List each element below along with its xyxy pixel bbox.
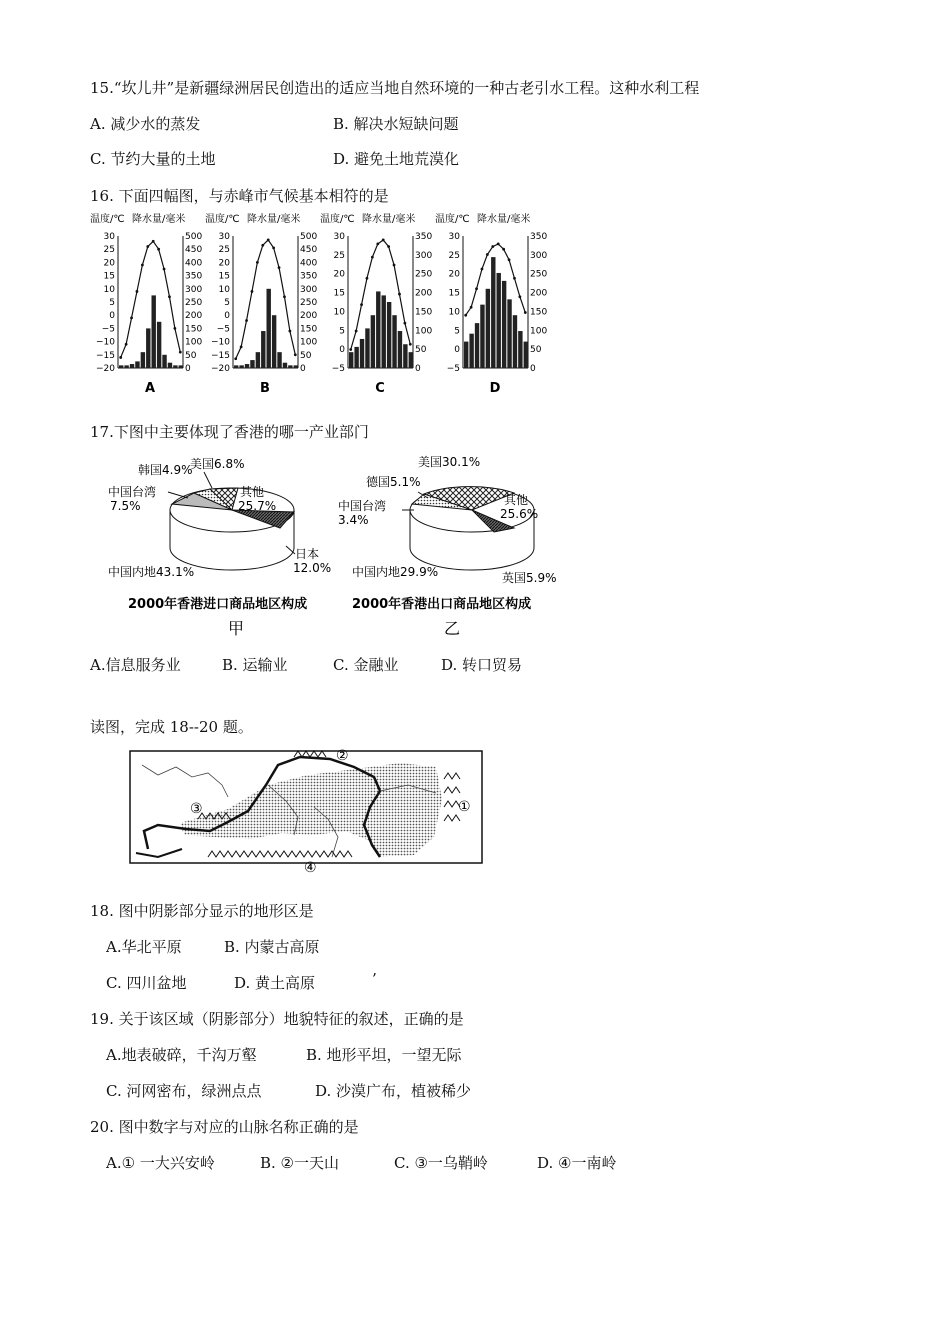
climate-chart-temp-point xyxy=(524,311,527,314)
map-intro: 读图，完成 18--20 题。 xyxy=(90,718,253,736)
climate-chart-precip-bar xyxy=(119,365,123,368)
climate-chart-label: A xyxy=(144,381,156,396)
pie-yi-tag: 乙 xyxy=(444,619,461,638)
climate-chart-precip-bar xyxy=(480,305,484,368)
climate-chart-precip-bar xyxy=(162,355,166,368)
q15-option-d: D. 避免土地荒漠化 xyxy=(333,150,460,168)
climate-chart-temp-tick: 20 xyxy=(103,258,115,269)
q19-option-c: C. 河网密布，绿洲点点 xyxy=(106,1082,262,1100)
climate-chart-precip-tick: 350 xyxy=(415,232,433,242)
pie-jia-label-other-2: 25.7% xyxy=(238,499,277,513)
q17-option-b: B. 运输业 xyxy=(222,656,288,674)
q19-option-b: B. 地形平坦，一望无际 xyxy=(306,1046,462,1064)
q19-option-a: A.地表破碎，千沟万壑 xyxy=(106,1046,257,1064)
q18-option-a: A.华北平原 xyxy=(106,938,182,956)
map-marker-1: ① xyxy=(458,799,471,815)
climate-chart-precip-bar xyxy=(157,322,161,368)
climate-chart-temp-point xyxy=(464,314,467,317)
climate-chart-temp-tick: 25 xyxy=(333,250,345,261)
q20-option-b: B. ②一天山 xyxy=(260,1154,340,1172)
pie-jia-label-japan-1: 日本 xyxy=(295,547,320,561)
climate-chart-label: D xyxy=(489,381,501,396)
climate-chart-label: B xyxy=(260,381,270,396)
q17-option-c: C. 金融业 xyxy=(333,656,399,674)
climate-chart-precip-bar xyxy=(277,352,281,368)
climate-chart-temp-point xyxy=(513,277,516,280)
climate-chart-temp-tick: −20 xyxy=(211,364,230,374)
q18-stray-mark: ’ xyxy=(372,970,377,988)
climate-chart-temp-point xyxy=(288,330,291,333)
climate-chart-precip-tick: 300 xyxy=(300,284,318,295)
climate-chart-precip-bar xyxy=(464,342,468,368)
climate-chart-precip-bar xyxy=(283,363,287,368)
climate-chart-precip-tick: 250 xyxy=(415,269,433,280)
map-marker-4: ④ xyxy=(304,860,317,875)
climate-chart-temp-tick: 20 xyxy=(218,258,230,269)
climate-chart-temp-tick: 0 xyxy=(109,311,115,322)
climate-chart-temp-point xyxy=(234,357,237,360)
climate-chart-precip-bar xyxy=(365,328,369,368)
climate-chart-precip-tick: 50 xyxy=(415,345,427,356)
climate-chart-temp-tick: 30 xyxy=(333,232,345,242)
climate-chart-precip-tick: 100 xyxy=(185,337,203,348)
climate-chart-label: C xyxy=(375,381,385,396)
climate-chart-precip-tick: 250 xyxy=(530,269,548,280)
climate-chart-precip-bar xyxy=(250,360,254,368)
climate-chart-temp-point xyxy=(251,290,254,293)
region-map xyxy=(118,745,490,875)
climate-chart-temp-point xyxy=(502,248,505,251)
pie-yi-label-other-2: 25.6% xyxy=(500,507,539,521)
climate-chart-temp-tick: −15 xyxy=(211,350,230,361)
climate-chart-temp-point xyxy=(173,327,176,330)
climate-chart-precip-bar xyxy=(403,344,407,368)
q17-option-d: D. 转口贸易 xyxy=(441,656,523,674)
climate-chart-precip-bar xyxy=(486,289,490,368)
climate-chart-precip-bar xyxy=(239,365,243,368)
pie-chart-jia xyxy=(168,472,295,570)
pie-jia-caption: 2000年香港进口商品地区构成 xyxy=(128,597,308,612)
q15-option-b: B. 解决水短缺问题 xyxy=(333,115,459,133)
climate-chart-temp-tick: −20 xyxy=(96,364,115,374)
climate-chart-precip-bar xyxy=(130,364,134,368)
climate-chart-temp-point xyxy=(475,287,478,290)
climate-chart-temp-tick: 0 xyxy=(339,345,345,356)
climate-chart-temp-point xyxy=(119,356,122,359)
climate-chart-precip-bar xyxy=(469,334,473,368)
climate-chart-precip-tick: 250 xyxy=(300,298,318,308)
climate-chart-temp-point xyxy=(152,240,155,243)
climate-chart-temp-point xyxy=(470,306,473,309)
climate-chart-precip-bar xyxy=(513,315,517,368)
climate-chart-precip-bar xyxy=(173,365,177,368)
climate-chart-precip-header: 降水量/毫米 xyxy=(362,214,416,225)
climate-chart-precip-header: 降水量/毫米 xyxy=(132,214,186,225)
climate-chart-precip-tick: 400 xyxy=(300,258,318,269)
pie-jia-label-mainland: 中国内地43.1% xyxy=(108,565,195,579)
climate-chart-precip-bar xyxy=(234,365,238,368)
climate-chart-precip-bar xyxy=(371,315,375,368)
climate-chart-temp-tick: 5 xyxy=(339,326,345,337)
pie-yi-label-taiwan-1: 中国台湾 xyxy=(338,499,387,513)
climate-chart-temp-point xyxy=(240,345,243,348)
climate-chart-temp-header: 温度/℃ xyxy=(435,214,470,225)
q19-option-d: D. 沙漠广布，植被稀少 xyxy=(315,1082,472,1100)
climate-chart-precip-bar xyxy=(256,352,260,368)
climate-chart-precip-bar xyxy=(135,361,139,368)
climate-chart-precip-bar xyxy=(288,365,292,368)
climate-chart-temp-tick: 15 xyxy=(103,271,115,282)
climate-chart-temp-tick: −5 xyxy=(101,324,115,335)
climate-chart-temp-point xyxy=(508,258,511,261)
climate-chart-temp-tick: −15 xyxy=(96,350,115,361)
climate-chart-precip-bar xyxy=(382,295,386,368)
climate-chart-temp-point xyxy=(267,239,270,242)
climate-chart-precip-tick: 350 xyxy=(185,271,203,282)
climate-chart-precip-bar xyxy=(272,315,276,368)
climate-chart-temp-header: 温度/℃ xyxy=(205,214,240,225)
climate-chart-precip-tick: 300 xyxy=(530,250,548,261)
pie-yi-label-taiwan-2: 3.4% xyxy=(338,513,369,527)
climate-chart-precip-tick: 0 xyxy=(300,364,306,374)
q20-stem: 20. 图中数字与对应的山脉名称正确的是 xyxy=(90,1118,359,1136)
pie-jia-label-taiwan-1: 中国台湾 xyxy=(108,485,157,499)
climate-chart-precip-tick: 150 xyxy=(185,324,203,335)
q18-option-c: C. 四川盆地 xyxy=(106,974,187,992)
climate-chart-precip-tick: 150 xyxy=(530,307,548,318)
pie-yi-label-mainland: 中国内地29.9% xyxy=(352,565,439,579)
q19-stem: 19. 关于该区域（阴影部分）地貌特征的叙述，正确的是 xyxy=(90,1010,464,1028)
climate-chart-precip-bar xyxy=(507,299,511,368)
climate-chart-precip-tick: 50 xyxy=(530,345,542,356)
q15-stem: 15.“坎儿井”是新疆绿洲居民创造出的适应当地自然环境的一种古老引水工程。这种水利工程 xyxy=(90,79,700,97)
climate-chart-temp-header: 温度/℃ xyxy=(320,214,355,225)
climate-chart-temp-point xyxy=(179,351,182,354)
pie-jia-tag: 甲 xyxy=(228,619,245,638)
climate-chart-precip-tick: 350 xyxy=(300,271,318,282)
climate-chart-temp-tick: 10 xyxy=(448,307,460,318)
pie-yi-label-other-1: 其他 xyxy=(504,493,529,507)
climate-chart-precip-tick: 0 xyxy=(415,364,421,374)
climate-chart-precip-tick: 100 xyxy=(300,337,318,348)
climate-chart-temp-tick: −5 xyxy=(446,364,460,374)
climate-chart-temp-header: 温度/℃ xyxy=(90,214,125,225)
q15-option-c: C. 节约大量的土地 xyxy=(90,150,216,168)
climate-chart-temp-point xyxy=(283,295,286,298)
q17-stem: 17.下图中主要体现了香港的哪一产业部门 xyxy=(90,423,369,441)
climate-chart-temp-point xyxy=(403,322,406,325)
climate-chart-temp-tick: 25 xyxy=(103,245,115,256)
climate-chart-temp-tick: −10 xyxy=(96,337,115,348)
climate-chart-temp-point xyxy=(272,246,275,249)
climate-chart-precip-tick: 200 xyxy=(415,288,433,299)
climate-chart-precip-bar xyxy=(360,339,364,368)
q20-option-c: C. ③一乌鞘岭 xyxy=(394,1154,488,1172)
pie-jia-label-korea: 韩国4.9% xyxy=(138,463,193,477)
climate-chart-temp-point xyxy=(355,330,358,333)
climate-chart-temp-tick: 5 xyxy=(224,298,230,308)
climate-chart-temp-tick: 10 xyxy=(103,284,115,295)
climate-chart-temp-tick: 30 xyxy=(103,232,115,242)
q15-option-a: A. 减少水的蒸发 xyxy=(90,115,201,133)
q18-option-b: B. 内蒙古高原 xyxy=(224,938,320,956)
climate-chart-precip-tick: 0 xyxy=(185,364,191,374)
climate-chart-precip-bar xyxy=(354,347,358,368)
climate-chart-precip-tick: 100 xyxy=(530,326,548,337)
map-marker-3: ③ xyxy=(190,801,203,817)
climate-chart-precip-bar xyxy=(261,331,265,368)
climate-chart-precip-bar xyxy=(349,352,353,368)
climate-chart-temp-point xyxy=(146,245,149,248)
climate-chart-precip-bar xyxy=(168,363,172,368)
climate-chart-temp-point xyxy=(371,256,374,259)
climate-chart-precip-tick: 0 xyxy=(530,364,536,374)
climate-chart-temp-point xyxy=(497,243,500,246)
pie-yi-label-usa: 美国30.1% xyxy=(418,455,481,469)
climate-chart-precip-tick: 150 xyxy=(300,324,318,335)
q17-pie-charts xyxy=(90,448,560,643)
climate-chart-temp-point xyxy=(393,264,396,267)
climate-chart-temp-tick: −10 xyxy=(211,337,230,348)
climate-chart-precip-tick: 500 xyxy=(185,232,203,242)
climate-chart-precip-tick: 50 xyxy=(300,350,312,361)
climate-chart-temp-point xyxy=(141,264,144,267)
climate-chart-temp-point xyxy=(382,239,385,242)
climate-chart-precip-tick: 350 xyxy=(530,232,548,242)
map-marker-2: ② xyxy=(336,748,349,764)
climate-chart-temp-tick: 10 xyxy=(218,284,230,295)
climate-chart-precip-bar xyxy=(502,281,506,368)
climate-chart-temp-point xyxy=(130,316,133,319)
pie-yi-label-germany: 德国5.1% xyxy=(366,475,421,489)
climate-chart-precip-header: 降水量/毫米 xyxy=(247,214,301,225)
climate-chart-precip-bar xyxy=(398,331,402,368)
climate-chart-precip-bar xyxy=(392,315,396,368)
climate-chart-precip-bar xyxy=(141,352,145,368)
climate-chart-precip-bar xyxy=(146,328,150,368)
climate-chart-precip-bar xyxy=(294,365,298,368)
pie-yi-label-uk: 英国5.9% xyxy=(502,571,557,585)
climate-chart-precip-bar xyxy=(152,295,156,368)
climate-chart-precip-tick: 250 xyxy=(185,298,203,308)
climate-chart-precip-bar xyxy=(497,273,501,368)
q16-climate-charts xyxy=(88,210,548,400)
climate-chart-temp-point xyxy=(256,261,259,264)
climate-chart-temp-tick: 15 xyxy=(333,288,345,299)
climate-chart-precip-tick: 200 xyxy=(300,311,318,322)
climate-chart-precip-bar xyxy=(124,365,128,368)
q17-option-a: A.信息服务业 xyxy=(90,656,181,674)
climate-chart-precip-tick: 300 xyxy=(185,284,203,295)
climate-chart-temp-tick: 25 xyxy=(218,245,230,256)
q20-option-d: D. ④一南岭 xyxy=(537,1154,617,1172)
climate-chart-temp-tick: 0 xyxy=(454,345,460,356)
climate-chart-temp-point xyxy=(398,293,401,296)
climate-chart-precip-bar xyxy=(376,291,380,368)
climate-chart-precip-tick: 150 xyxy=(415,307,433,318)
climate-chart-precip-tick: 50 xyxy=(185,350,197,361)
climate-chart-precip-tick: 500 xyxy=(300,232,318,242)
climate-chart-temp-tick: 20 xyxy=(448,269,460,280)
q18-option-d: D. 黄土高原 xyxy=(234,974,316,992)
climate-chart-temp-point xyxy=(376,243,379,246)
climate-chart-precip-bar xyxy=(524,342,528,368)
climate-chart-temp-point xyxy=(294,353,297,356)
climate-chart-temp-tick: −5 xyxy=(331,364,345,374)
climate-chart-temp-tick: 25 xyxy=(448,250,460,261)
pie-yi-caption: 2000年香港出口商品地区构成 xyxy=(352,597,532,612)
pie-jia-label-taiwan-2: 7.5% xyxy=(110,499,141,513)
climate-chart-temp-tick: 20 xyxy=(333,269,345,280)
q16-stem: 16. 下面四幅图，与赤峰市气候基本相符的是 xyxy=(90,187,389,205)
climate-chart-precip-header: 降水量/毫米 xyxy=(477,214,531,225)
climate-chart-temp-point xyxy=(245,319,248,322)
climate-chart-temp-point xyxy=(409,343,412,346)
climate-chart-precip-tick: 400 xyxy=(185,258,203,269)
climate-chart-temp-point xyxy=(168,295,171,298)
climate-chart-temp-tick: 15 xyxy=(218,271,230,282)
climate-chart-precip-bar xyxy=(491,257,495,368)
climate-chart-precip-tick: 200 xyxy=(530,288,548,299)
climate-chart-temp-point xyxy=(157,248,160,251)
climate-chart-precip-bar xyxy=(267,289,271,368)
climate-chart-temp-point xyxy=(360,303,363,306)
climate-chart-precip-tick: 450 xyxy=(185,245,203,256)
climate-chart-temp-point xyxy=(349,348,352,351)
climate-chart-precip-bar xyxy=(409,352,413,368)
climate-chart-precip-tick: 100 xyxy=(415,326,433,337)
climate-chart-temp-point xyxy=(481,268,484,271)
climate-chart-precip-tick: 300 xyxy=(415,250,433,261)
climate-chart-temp-tick: −5 xyxy=(216,324,230,335)
climate-chart-temp-point xyxy=(387,245,390,248)
climate-chart-temp-tick: 5 xyxy=(109,298,115,308)
climate-chart-temp-tick: 5 xyxy=(454,326,460,337)
climate-chart-temp-point xyxy=(366,277,369,280)
climate-chart-temp-tick: 0 xyxy=(224,311,230,322)
climate-chart-temp-point xyxy=(491,245,494,248)
climate-chart-temp-tick: 15 xyxy=(448,288,460,299)
climate-chart-precip-bar xyxy=(179,365,183,368)
climate-chart-temp-point xyxy=(136,290,139,293)
climate-chart-temp-tick: 30 xyxy=(448,232,460,242)
climate-chart-precip-tick: 450 xyxy=(300,245,318,256)
climate-chart-temp-point xyxy=(486,253,489,256)
climate-chart-temp-point xyxy=(125,343,128,346)
climate-chart-temp-point xyxy=(518,295,521,298)
q18-stem: 18. 图中阴影部分显示的地形区是 xyxy=(90,902,314,920)
pie-jia-label-other-1: 其他 xyxy=(240,485,265,499)
pie-jia-label-japan-2: 12.0% xyxy=(293,561,332,575)
climate-chart-temp-tick: 10 xyxy=(333,307,345,318)
climate-chart-precip-bar xyxy=(475,323,479,368)
climate-chart-precip-tick: 200 xyxy=(185,311,203,322)
climate-chart-precip-bar xyxy=(245,364,249,368)
climate-chart-temp-point xyxy=(163,268,166,271)
climate-chart-temp-tick: 30 xyxy=(218,232,230,242)
pie-jia-label-usa: 美国6.8% xyxy=(190,457,245,471)
climate-chart-precip-bar xyxy=(518,331,522,368)
climate-chart-temp-point xyxy=(278,266,281,269)
climate-chart-precip-bar xyxy=(387,302,391,368)
q20-option-a: A.① 一大兴安岭 xyxy=(106,1154,215,1172)
climate-chart-temp-point xyxy=(261,244,264,247)
